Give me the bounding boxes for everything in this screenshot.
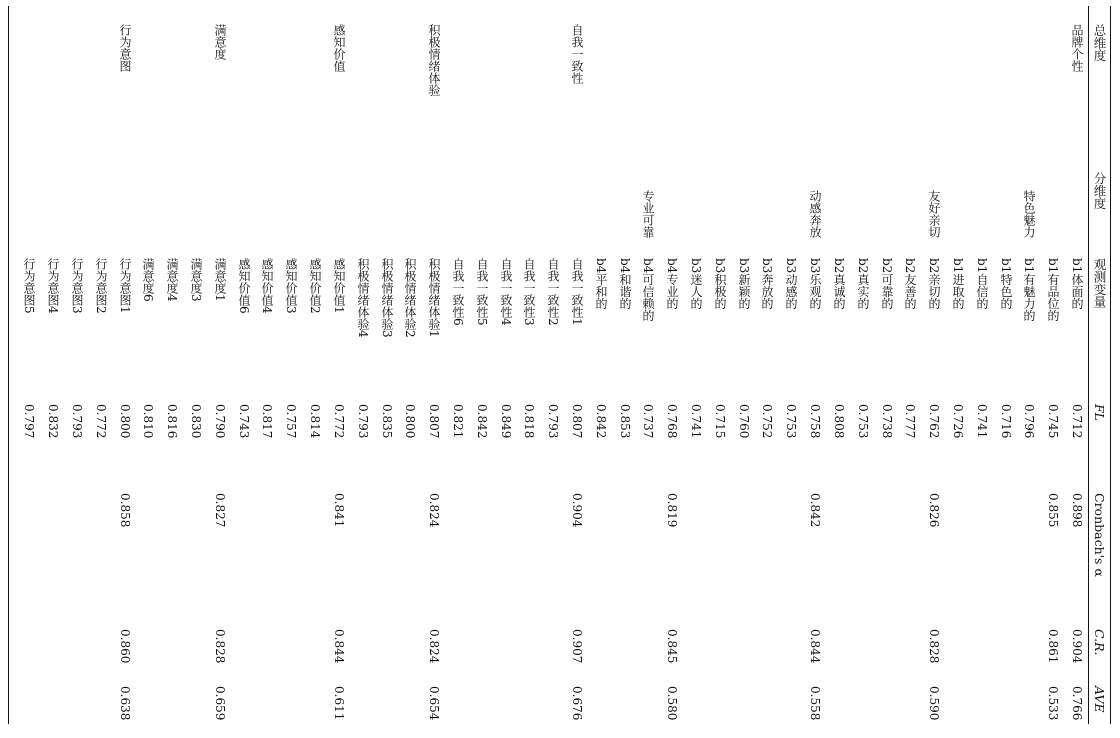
factor-loading: 0.753 <box>856 404 870 439</box>
observed-variable: 自我一致性1 <box>570 258 584 326</box>
factor-loading: 0.743 <box>237 404 251 439</box>
factor-loading: 0.738 <box>880 404 894 439</box>
subdimension-name: 友好亲切 <box>927 190 941 238</box>
factor-loading: 0.821 <box>451 404 465 439</box>
observed-variable: 行为意图2 <box>94 258 108 314</box>
observed-variable: 感知价值3 <box>284 258 298 314</box>
observed-variable: 满意度1 <box>213 258 227 302</box>
observed-variable: b2亲切的 <box>927 258 941 310</box>
factor-loading: 0.737 <box>641 404 655 439</box>
factor-loading: 0.772 <box>332 404 346 439</box>
factor-loading: 0.793 <box>70 404 84 439</box>
subdimension-name: 特色魅力 <box>1022 190 1036 238</box>
factor-loading: 0.842 <box>594 404 608 439</box>
observed-variable: b3积极的 <box>713 258 727 310</box>
dimension-name: 感知价值 <box>332 24 346 72</box>
observed-variable: 自我一致性3 <box>522 258 536 326</box>
observed-variable: 满意度3 <box>189 258 203 302</box>
observed-variable: 行为意图4 <box>46 258 60 314</box>
dimension-cr: 0.828 <box>213 629 227 664</box>
factor-loading: 0.758 <box>808 404 822 439</box>
dimension-alpha: 0.858 <box>118 493 132 528</box>
factor-loading: 0.797 <box>22 404 36 439</box>
subdimension-cr: 0.828 <box>927 629 941 664</box>
factor-loading: 0.849 <box>499 404 513 439</box>
factor-loading: 0.793 <box>356 404 370 439</box>
dimension-alpha: 0.898 <box>1070 493 1084 528</box>
observed-variable: 感知价值1 <box>332 258 346 314</box>
factor-loading: 0.726 <box>951 404 965 439</box>
dimension-ave: 0.654 <box>427 686 441 721</box>
header-cronbach-alpha: Cronbach's α <box>1092 493 1107 577</box>
dimension-ave: 0.766 <box>1070 686 1084 721</box>
factor-loading: 0.818 <box>522 404 536 439</box>
observed-variable: b2真诚的 <box>832 258 846 310</box>
observed-variable: b2真实的 <box>856 258 870 310</box>
observed-variable: b1特色的 <box>999 258 1013 310</box>
observed-variable: 自我一致性4 <box>499 258 513 326</box>
dimension-alpha: 0.904 <box>570 493 584 528</box>
factor-loading: 0.753 <box>784 404 798 439</box>
factor-loading: 0.741 <box>689 404 703 439</box>
subdimension-alpha: 0.819 <box>665 493 679 528</box>
dimension-alpha: 0.841 <box>332 493 346 528</box>
subdimension-cr: 0.845 <box>665 629 679 664</box>
factor-loading: 0.800 <box>403 404 417 439</box>
factor-loading: 0.716 <box>999 404 1013 439</box>
observed-variable: 感知价值4 <box>260 258 274 314</box>
header-ave: AVE <box>1092 686 1107 713</box>
observed-variable: b2可靠的 <box>880 258 894 310</box>
observed-variable: b3乐观的 <box>808 258 822 310</box>
table-bottom-rule <box>8 6 9 724</box>
subdimension-cr: 0.861 <box>1046 629 1060 664</box>
dimension-cr: 0.844 <box>332 629 346 664</box>
factor-loading: 0.741 <box>975 404 989 439</box>
factor-loading: 0.712 <box>1070 404 1084 439</box>
observed-variable: 行为意图5 <box>22 258 36 314</box>
dimension-name: 自我一致性 <box>570 24 584 84</box>
observed-variable: b4专业的 <box>665 258 679 310</box>
dimension-ave: 0.638 <box>118 686 132 721</box>
factor-loading: 0.853 <box>618 404 632 439</box>
dimension-ave: 0.676 <box>570 686 584 721</box>
subdimension-ave: 0.580 <box>665 686 679 721</box>
subdimension-cr: 0.844 <box>808 629 822 664</box>
factor-loading: 0.816 <box>165 404 179 439</box>
factor-loading: 0.777 <box>903 404 917 439</box>
dimension-name: 积极情绪体验 <box>427 24 441 96</box>
observed-variable: 自我一致性6 <box>451 258 465 326</box>
factor-loading: 0.796 <box>1022 404 1036 439</box>
dimension-cr: 0.907 <box>570 629 584 664</box>
subdimension-alpha: 0.826 <box>927 493 941 528</box>
factor-loading: 0.790 <box>213 404 227 439</box>
observed-variable: 满意度6 <box>141 258 155 302</box>
factor-loading: 0.760 <box>737 404 751 439</box>
subdimension-ave: 0.558 <box>808 686 822 721</box>
observed-variable: 感知价值2 <box>308 258 322 314</box>
subdimension-name: 动感奔放 <box>808 190 822 238</box>
observed-variable: 积极情绪体验3 <box>380 258 394 338</box>
observed-variable: 自我一致性2 <box>546 258 560 326</box>
header-total-dimension: 总维度 <box>1092 24 1107 62</box>
subdimension-alpha: 0.855 <box>1046 493 1060 528</box>
header-observed-variable: 观测变量 <box>1092 258 1107 308</box>
observed-variable: b1自信的 <box>975 258 989 310</box>
dimension-cr: 0.904 <box>1070 629 1084 664</box>
factor-loading: 0.808 <box>832 404 846 439</box>
factor-loading: 0.768 <box>665 404 679 439</box>
table-top-rule <box>1110 6 1111 724</box>
factor-loading: 0.842 <box>475 404 489 439</box>
observed-variable: 积极情绪体验2 <box>403 258 417 338</box>
factor-loading: 0.835 <box>380 404 394 439</box>
header-fl: FL <box>1092 404 1107 421</box>
observed-variable: b3迷人的 <box>689 258 703 310</box>
factor-loading: 0.762 <box>927 404 941 439</box>
dimension-cr: 0.860 <box>118 629 132 664</box>
header-cr: C.R. <box>1092 629 1107 656</box>
observed-variable: b4可信赖的 <box>641 258 655 322</box>
factor-loading: 0.752 <box>760 404 774 439</box>
observed-variable: b4和谐的 <box>618 258 632 310</box>
factor-loading: 0.793 <box>546 404 560 439</box>
observed-variable: b1进取的 <box>951 258 965 310</box>
observed-variable: 积极情绪体验1 <box>427 258 441 338</box>
subdimension-name: 专业可靠 <box>641 190 655 238</box>
dimension-cr: 0.824 <box>427 629 441 664</box>
subdimension-ave: 0.533 <box>1046 686 1060 721</box>
observed-variable: b4平和的 <box>594 258 608 310</box>
observed-variable: 满意度4 <box>165 258 179 302</box>
dimension-name: 品牌个性 <box>1070 24 1084 72</box>
dimension-ave: 0.659 <box>213 686 227 721</box>
factor-loading: 0.817 <box>260 404 274 439</box>
dimension-alpha: 0.827 <box>213 493 227 528</box>
subdimension-ave: 0.590 <box>927 686 941 721</box>
observed-variable: 感知价值6 <box>237 258 251 314</box>
observed-variable: 行为意图1 <box>118 258 132 314</box>
factor-loading: 0.830 <box>189 404 203 439</box>
header-sub-dimension: 分维度 <box>1092 172 1107 210</box>
dimension-name: 行为意图 <box>118 24 132 72</box>
observed-variable: b1体面的 <box>1070 258 1084 310</box>
factor-loading: 0.832 <box>46 404 60 439</box>
observed-variable: b3动感的 <box>784 258 798 310</box>
factor-loading: 0.807 <box>427 404 441 439</box>
factor-loading: 0.800 <box>118 404 132 439</box>
observed-variable: b3新颖的 <box>737 258 751 310</box>
dimension-ave: 0.611 <box>332 686 346 721</box>
factor-loading: 0.807 <box>570 404 584 439</box>
dimension-name: 满意度 <box>213 24 227 60</box>
observed-variable: b2友善的 <box>903 258 917 310</box>
subdimension-alpha: 0.842 <box>808 493 822 528</box>
observed-variable: 行为意图3 <box>70 258 84 314</box>
observed-variable: b1有魅力的 <box>1022 258 1036 322</box>
observed-variable: 积极情绪体验4 <box>356 258 370 338</box>
factor-loading: 0.810 <box>141 404 155 439</box>
factor-loading: 0.757 <box>284 404 298 439</box>
factor-loading: 0.772 <box>94 404 108 439</box>
factor-loading: 0.814 <box>308 404 322 439</box>
observed-variable: b1有品位的 <box>1046 258 1060 322</box>
dimension-alpha: 0.824 <box>427 493 441 528</box>
header-rule <box>1088 6 1089 724</box>
factor-loading: 0.745 <box>1046 404 1060 439</box>
observed-variable: b3奔放的 <box>760 258 774 310</box>
factor-loading: 0.715 <box>713 404 727 439</box>
observed-variable: 自我一致性5 <box>475 258 489 326</box>
